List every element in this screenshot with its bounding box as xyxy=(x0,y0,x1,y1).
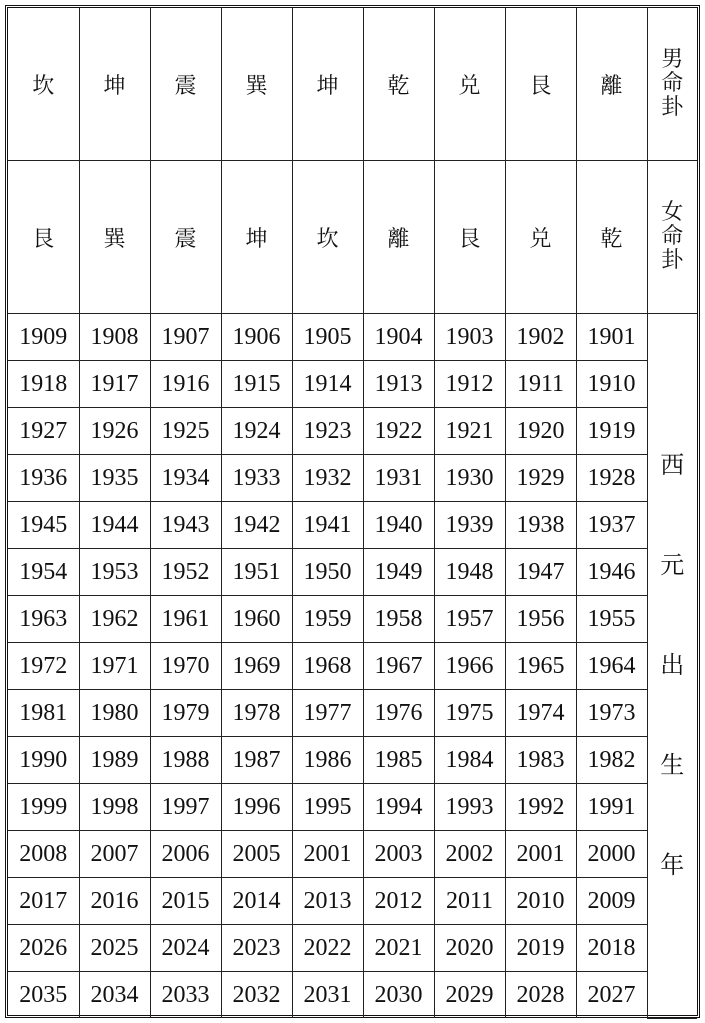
year-cell: 2035 xyxy=(8,972,79,1019)
year-row xyxy=(8,925,697,972)
year-cell: 1907 xyxy=(150,314,221,361)
year-cell: 1955 xyxy=(576,596,647,643)
year-cell: 2028 xyxy=(505,972,576,1019)
birth-year-label xyxy=(647,314,697,1019)
year-cell: 1972 xyxy=(8,643,79,690)
year-cell: 1966 xyxy=(434,643,505,690)
year-cell: 2021 xyxy=(363,925,434,972)
year-cell: 1985 xyxy=(363,737,434,784)
female-gua-cell: 震 xyxy=(150,161,221,314)
year-cell: 1973 xyxy=(576,690,647,737)
male-gua-cell: 坤 xyxy=(292,8,363,161)
year-cell: 1986 xyxy=(292,737,363,784)
male-gua-label xyxy=(647,8,697,161)
year-cell: 1909 xyxy=(8,314,79,361)
male-gua-cell: 乾 xyxy=(363,8,434,161)
year-cell: 1906 xyxy=(221,314,292,361)
year-cell: 1996 xyxy=(221,784,292,831)
year-cell: 1962 xyxy=(79,596,150,643)
year-cell: 1982 xyxy=(576,737,647,784)
year-cell: 2002 xyxy=(434,831,505,878)
year-cell: 2014 xyxy=(221,878,292,925)
year-cell: 1904 xyxy=(363,314,434,361)
year-cell: 1946 xyxy=(576,549,647,596)
year-cell: 1913 xyxy=(363,361,434,408)
year-cell: 1933 xyxy=(221,455,292,502)
year-cell: 1922 xyxy=(363,408,434,455)
year-cell: 1929 xyxy=(505,455,576,502)
year-cell: 1914 xyxy=(292,361,363,408)
year-cell: 2020 xyxy=(434,925,505,972)
year-cell: 1988 xyxy=(150,737,221,784)
female-gua-cell: 艮 xyxy=(434,161,505,314)
year-cell: 2025 xyxy=(79,925,150,972)
year-cell: 1953 xyxy=(79,549,150,596)
year-cell: 1995 xyxy=(292,784,363,831)
year-cell: 1975 xyxy=(434,690,505,737)
male-gua-cell: 兑 xyxy=(434,8,505,161)
year-cell: 1992 xyxy=(505,784,576,831)
year-cell: 1981 xyxy=(8,690,79,737)
year-cell: 1916 xyxy=(150,361,221,408)
year-cell: 1941 xyxy=(292,502,363,549)
year-cell: 1949 xyxy=(363,549,434,596)
year-cell: 2027 xyxy=(576,972,647,1019)
trigram-year-table-frame xyxy=(5,5,700,1018)
female-gua-label-char: 女 xyxy=(661,200,684,225)
year-row xyxy=(8,549,697,596)
female-gua-cell: 乾 xyxy=(576,161,647,314)
male-gua-cell: 坤 xyxy=(79,8,150,161)
male-gua-cell: 艮 xyxy=(505,8,576,161)
year-cell: 1960 xyxy=(221,596,292,643)
female-gua-cell: 兑 xyxy=(505,161,576,314)
year-row xyxy=(8,784,697,831)
year-cell: 2012 xyxy=(363,878,434,925)
year-row xyxy=(8,596,697,643)
birth-year-label-char: 西 xyxy=(660,452,685,479)
year-cell: 1952 xyxy=(150,549,221,596)
female-gua-label-char: 卦 xyxy=(661,248,684,273)
year-cell: 1902 xyxy=(505,314,576,361)
year-cell: 1993 xyxy=(434,784,505,831)
female-gua-cell: 坎 xyxy=(292,161,363,314)
year-cell: 1903 xyxy=(434,314,505,361)
year-cell: 1912 xyxy=(434,361,505,408)
year-cell: 1910 xyxy=(576,361,647,408)
year-cell: 2013 xyxy=(292,878,363,925)
year-cell: 1989 xyxy=(79,737,150,784)
year-cell: 1961 xyxy=(150,596,221,643)
year-cell: 1984 xyxy=(434,737,505,784)
birth-year-label-char: 年 xyxy=(660,852,685,879)
year-cell: 1954 xyxy=(8,549,79,596)
year-cell: 1928 xyxy=(576,455,647,502)
year-cell: 2022 xyxy=(292,925,363,972)
year-cell: 1911 xyxy=(505,361,576,408)
year-cell: 1979 xyxy=(150,690,221,737)
year-cell: 1974 xyxy=(505,690,576,737)
year-row xyxy=(8,643,697,690)
year-cell: 2001 xyxy=(292,831,363,878)
year-cell: 2007 xyxy=(79,831,150,878)
year-cell: 1915 xyxy=(221,361,292,408)
female-gua-cell: 坤 xyxy=(221,161,292,314)
male-gua-cell: 震 xyxy=(150,8,221,161)
year-cell: 2034 xyxy=(79,972,150,1019)
year-cell: 1921 xyxy=(434,408,505,455)
year-row xyxy=(8,690,697,737)
year-cell: 1998 xyxy=(79,784,150,831)
female-gua-cell: 艮 xyxy=(8,161,79,314)
birth-year-label-char: 生 xyxy=(660,752,685,779)
female-gua-cell: 離 xyxy=(363,161,434,314)
year-row xyxy=(8,878,697,925)
year-cell: 1959 xyxy=(292,596,363,643)
year-cell: 1987 xyxy=(221,737,292,784)
year-cell: 1944 xyxy=(79,502,150,549)
year-cell: 1971 xyxy=(79,643,150,690)
year-row xyxy=(8,831,697,878)
year-cell: 2000 xyxy=(576,831,647,878)
year-cell: 1967 xyxy=(363,643,434,690)
year-cell: 1940 xyxy=(363,502,434,549)
year-cell: 1990 xyxy=(8,737,79,784)
year-cell: 2033 xyxy=(150,972,221,1019)
male-gua-row xyxy=(8,8,697,161)
year-cell: 1931 xyxy=(363,455,434,502)
year-cell: 2019 xyxy=(505,925,576,972)
male-gua-cell: 坎 xyxy=(8,8,79,161)
year-cell: 2001 xyxy=(505,831,576,878)
year-cell: 1942 xyxy=(221,502,292,549)
year-row xyxy=(8,361,697,408)
year-cell: 1964 xyxy=(576,643,647,690)
year-cell: 1976 xyxy=(363,690,434,737)
year-cell: 1969 xyxy=(221,643,292,690)
year-cell: 2003 xyxy=(363,831,434,878)
birth-year-label-char: 元 xyxy=(660,552,685,579)
male-gua-label-char: 命 xyxy=(661,71,684,96)
year-cell: 1945 xyxy=(8,502,79,549)
female-gua-label-char: 命 xyxy=(661,224,684,249)
male-gua-cell: 離 xyxy=(576,8,647,161)
year-row xyxy=(8,502,697,549)
year-row xyxy=(8,737,697,784)
year-cell: 1917 xyxy=(79,361,150,408)
year-cell: 2008 xyxy=(8,831,79,878)
year-cell: 1923 xyxy=(292,408,363,455)
year-cell: 1968 xyxy=(292,643,363,690)
male-gua-cell: 巽 xyxy=(221,8,292,161)
year-cell: 1965 xyxy=(505,643,576,690)
male-gua-label-char: 男 xyxy=(661,47,684,72)
female-gua-cell: 巽 xyxy=(79,161,150,314)
year-cell: 1983 xyxy=(505,737,576,784)
year-cell: 2018 xyxy=(576,925,647,972)
year-cell: 2005 xyxy=(221,831,292,878)
year-cell: 2015 xyxy=(150,878,221,925)
year-cell: 2006 xyxy=(150,831,221,878)
year-row xyxy=(8,408,697,455)
year-cell: 2026 xyxy=(8,925,79,972)
year-cell: 1997 xyxy=(150,784,221,831)
year-cell: 1939 xyxy=(434,502,505,549)
year-cell: 1934 xyxy=(150,455,221,502)
year-cell: 2030 xyxy=(363,972,434,1019)
year-cell: 1994 xyxy=(363,784,434,831)
year-cell: 1908 xyxy=(79,314,150,361)
year-cell: 1947 xyxy=(505,549,576,596)
year-cell: 2009 xyxy=(576,878,647,925)
year-cell: 2017 xyxy=(8,878,79,925)
female-gua-row xyxy=(8,161,697,314)
year-cell: 1970 xyxy=(150,643,221,690)
year-cell: 1980 xyxy=(79,690,150,737)
year-cell: 1920 xyxy=(505,408,576,455)
year-cell: 1918 xyxy=(8,361,79,408)
year-cell: 2010 xyxy=(505,878,576,925)
year-cell: 1956 xyxy=(505,596,576,643)
year-cell: 1924 xyxy=(221,408,292,455)
year-cell: 1948 xyxy=(434,549,505,596)
trigram-year-table xyxy=(8,8,697,1019)
year-row xyxy=(8,455,697,502)
year-cell: 1937 xyxy=(576,502,647,549)
year-cell: 2032 xyxy=(221,972,292,1019)
year-cell: 2029 xyxy=(434,972,505,1019)
male-gua-label-char: 卦 xyxy=(661,95,684,120)
year-cell: 1977 xyxy=(292,690,363,737)
year-cell: 1932 xyxy=(292,455,363,502)
year-row xyxy=(8,972,697,1019)
year-cell: 2011 xyxy=(434,878,505,925)
year-cell: 2016 xyxy=(79,878,150,925)
year-cell: 1927 xyxy=(8,408,79,455)
year-cell: 1926 xyxy=(79,408,150,455)
year-cell: 2031 xyxy=(292,972,363,1019)
year-cell: 1978 xyxy=(221,690,292,737)
year-row xyxy=(8,314,697,361)
table-body xyxy=(8,8,697,1018)
year-cell: 1951 xyxy=(221,549,292,596)
year-cell: 1935 xyxy=(79,455,150,502)
year-cell: 1925 xyxy=(150,408,221,455)
year-cell: 1905 xyxy=(292,314,363,361)
year-cell: 1950 xyxy=(292,549,363,596)
year-cell: 2024 xyxy=(150,925,221,972)
year-cell: 2023 xyxy=(221,925,292,972)
year-cell: 1919 xyxy=(576,408,647,455)
year-cell: 1963 xyxy=(8,596,79,643)
year-cell: 1991 xyxy=(576,784,647,831)
year-cell: 1930 xyxy=(434,455,505,502)
year-cell: 1999 xyxy=(8,784,79,831)
birth-year-label-char: 出 xyxy=(660,652,685,679)
year-cell: 1958 xyxy=(363,596,434,643)
year-cell: 1936 xyxy=(8,455,79,502)
year-cell: 1957 xyxy=(434,596,505,643)
female-gua-label xyxy=(647,161,697,314)
year-cell: 1943 xyxy=(150,502,221,549)
year-cell: 1938 xyxy=(505,502,576,549)
year-cell: 1901 xyxy=(576,314,647,361)
